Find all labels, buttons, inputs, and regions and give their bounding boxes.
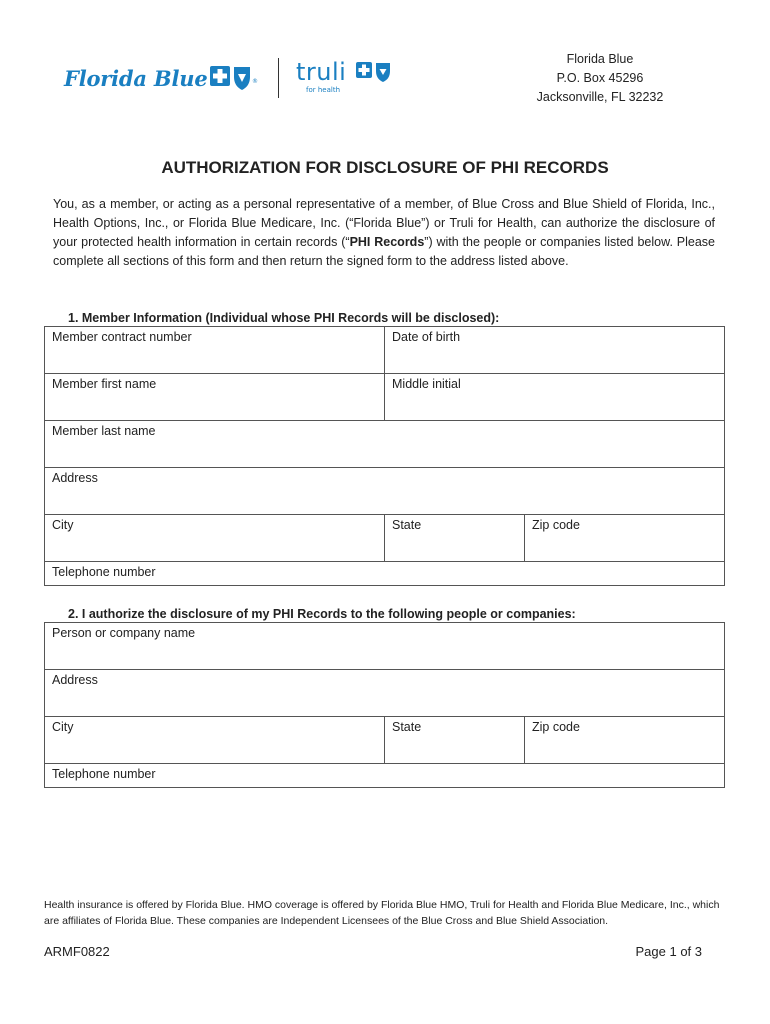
intro-text-1: You, as a member, or acting as a personal representative of a member, of Blue Cross and Blue Shield of Florida, Inc., Health Options, Inc., or Florida Blue Medicare, Inc. (“Florida Blue”) or Truli for Health, can authorize the disclosure of your protected health information in certain records (“: [53, 197, 715, 249]
recipient-address-field[interactable]: Address: [52, 673, 98, 687]
mailing-address: [520, 50, 680, 107]
logo-divider: [278, 58, 279, 98]
date-of-birth-field[interactable]: Date of birth: [384, 327, 724, 373]
truli-tagline: for health: [306, 86, 341, 94]
recipient-info-table: [44, 622, 725, 788]
registered-mark-icon: ®: [252, 78, 258, 85]
middle-initial-field[interactable]: Middle initial: [384, 374, 724, 420]
address-line-3: Jacksonville, FL 32232: [536, 90, 664, 104]
footer-disclaimer: Health insurance is offered by Florida Blue. HMO coverage is offered by Florida Blue HMO, Truli for Health and Florida Blue Medicare, Inc., which are affiliates of Florida Blue. These companies are Independent Licensees of the Blue Cross and Blue Shield Association.: [44, 899, 720, 927]
recipient-state-field[interactable]: State: [384, 717, 524, 763]
member-contract-number-field[interactable]: Member contract number: [52, 330, 192, 344]
florida-blue-logo: Florida Blue: [64, 66, 208, 91]
page-number: Page 1 of 3: [635, 944, 702, 959]
logo-area: [64, 56, 404, 104]
recipient-telephone-field[interactable]: Telephone number: [52, 767, 156, 781]
form-id: ARMF0822: [44, 944, 110, 959]
page-title: AUTHORIZATION FOR DISCLOSURE OF PHI RECORDS: [161, 158, 609, 177]
address-line-1: Florida Blue: [566, 52, 634, 66]
intro-bold-term: PHI Records: [349, 235, 425, 249]
person-company-name-field[interactable]: Person or company name: [52, 626, 196, 640]
section-2-heading: 2. I authorize the disclosure of my PHI Records to the following people or companies:: [68, 607, 576, 621]
intro-text-2: ”) with the people or companies listed below. Please complete all sections of this form and then return the signed form to the address listed above.: [53, 235, 715, 268]
member-telephone-field[interactable]: Telephone number: [52, 565, 156, 579]
intro-paragraph: [53, 195, 715, 271]
recipient-city-field[interactable]: City: [52, 720, 74, 734]
section-1-heading: 1. Member Information (Individual whose PHI Records will be disclosed):: [68, 311, 500, 325]
member-last-name-field[interactable]: Member last name: [52, 424, 156, 438]
address-line-2: P.O. Box 45296: [556, 71, 644, 85]
member-info-table: [44, 326, 725, 586]
truli-logo: truli: [296, 58, 347, 86]
member-state-field[interactable]: State: [384, 515, 524, 561]
truli-cross-shield-icon: [356, 60, 396, 84]
member-zip-field[interactable]: Zip code: [524, 515, 724, 561]
blue-cross-blue-shield-icon: [210, 64, 256, 92]
member-city-field[interactable]: City: [52, 518, 74, 532]
recipient-zip-field[interactable]: Zip code: [524, 717, 724, 763]
member-address-field[interactable]: Address: [52, 471, 98, 485]
member-first-name-field[interactable]: Member first name: [52, 377, 157, 391]
